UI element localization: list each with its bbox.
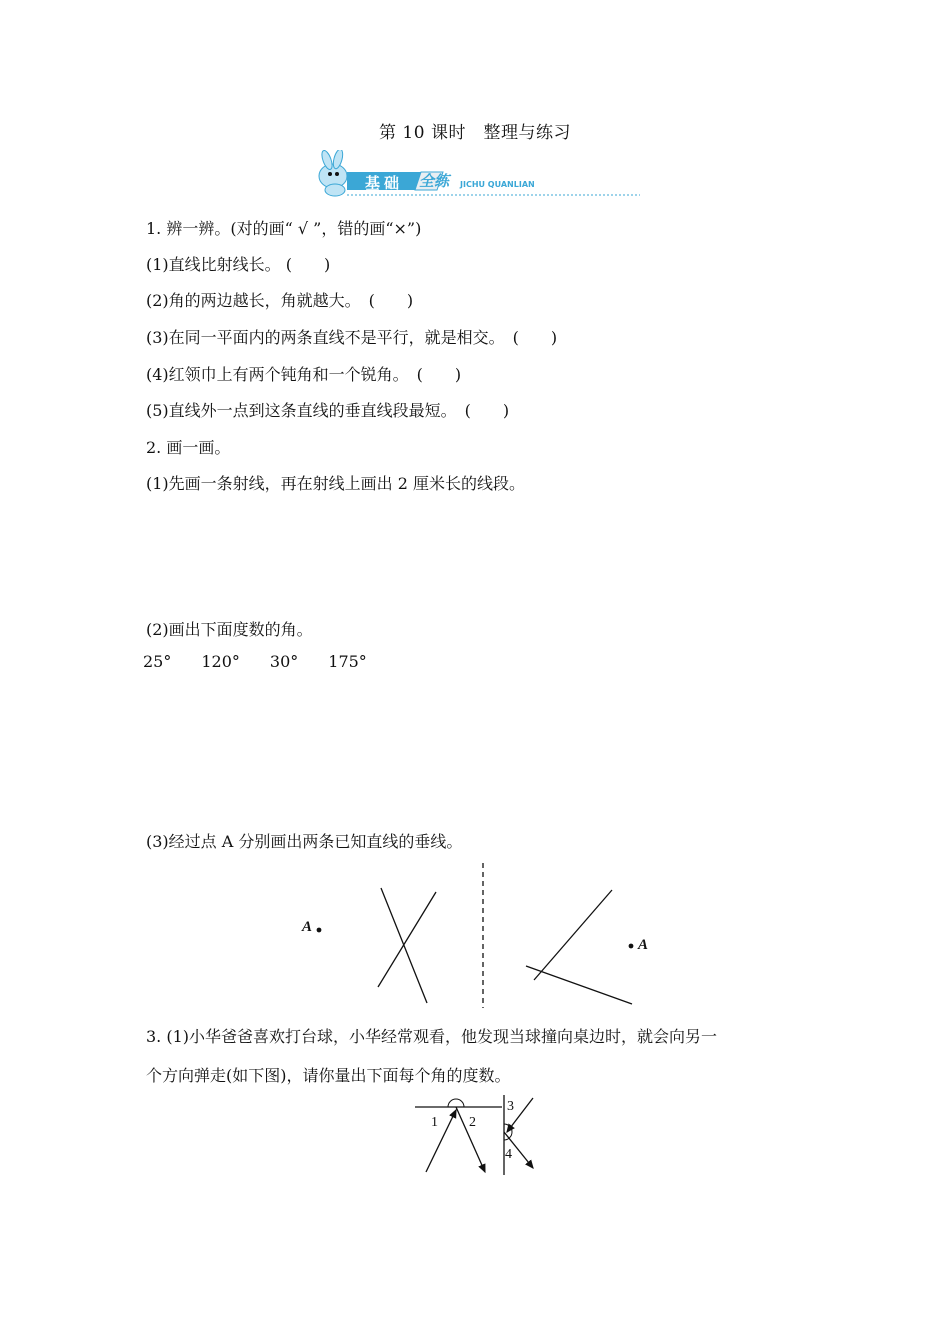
angle-arc-top	[448, 1099, 464, 1107]
q1-heading: 1. 辨一辨。(对的画“ √ ”，错的画“×”)	[146, 219, 422, 238]
section-banner	[305, 150, 645, 200]
q1-item-1: (1)直线比射线长。 ( )	[146, 255, 331, 274]
q2-part-3: (3)经过点 A 分别画出两条已知直线的垂线。	[146, 832, 463, 851]
given-line-right-b	[526, 966, 632, 1004]
degree-item: 175°	[328, 652, 367, 671]
given-line-left-b	[378, 892, 436, 987]
angle-label-3: 3	[507, 1099, 514, 1114]
page-title: 第 10 课时 整理与练习	[379, 123, 571, 143]
degree-list	[143, 652, 397, 671]
q3-line-2: 个方向弹走(如下图)，请你量出下面每个角的度数。	[146, 1066, 511, 1085]
degree-item: 120°	[201, 652, 240, 671]
degree-item: 30°	[269, 652, 299, 671]
banner-graphic	[305, 150, 645, 200]
degree-item: 25°	[143, 652, 172, 671]
q3-line-1: 3. (1)小华爸爸喜欢打台球，小华经常观看，他发现当球撞向桌边时，就会向另一	[146, 1027, 718, 1046]
q2-part-1: (1)先画一条射线，再在射线上画出 2 厘米长的线段。	[146, 474, 526, 493]
point-a-left-dot	[317, 928, 322, 933]
banner-pinyin: JICHU QUANLIAN	[460, 180, 535, 189]
given-line-right-a	[534, 890, 612, 980]
banner-main-text: 基础	[365, 174, 404, 192]
angle-label-4: 4	[505, 1147, 512, 1162]
q2-part-2: (2)画出下面度数的角。	[146, 620, 313, 639]
angle-label-2: 2	[469, 1115, 476, 1130]
q2-heading: 2. 画一画。	[146, 438, 231, 457]
point-a-left-label: A	[302, 919, 313, 935]
angle-label-1: 1	[431, 1115, 438, 1130]
point-a-right-dot	[629, 944, 634, 949]
q1-item-5: (5)直线外一点到这条直线的垂直线段最短。 ( )	[146, 401, 510, 420]
rabbit-mascot-icon	[319, 150, 347, 196]
billiards-figure	[405, 1090, 555, 1180]
banner-accent-text: 全练	[419, 172, 450, 190]
q1-item-4: (4)红领巾上有两个钝角和一个锐角。 ( )	[146, 365, 462, 384]
perpendicular-figure	[290, 860, 650, 1010]
q1-item-3: (3)在同一平面内的两条直线不是平行，就是相交。 ( )	[146, 328, 558, 347]
q1-item-2: (2)角的两边越长，角就越大。 ( )	[146, 291, 414, 310]
point-a-right-label: A	[638, 937, 649, 953]
